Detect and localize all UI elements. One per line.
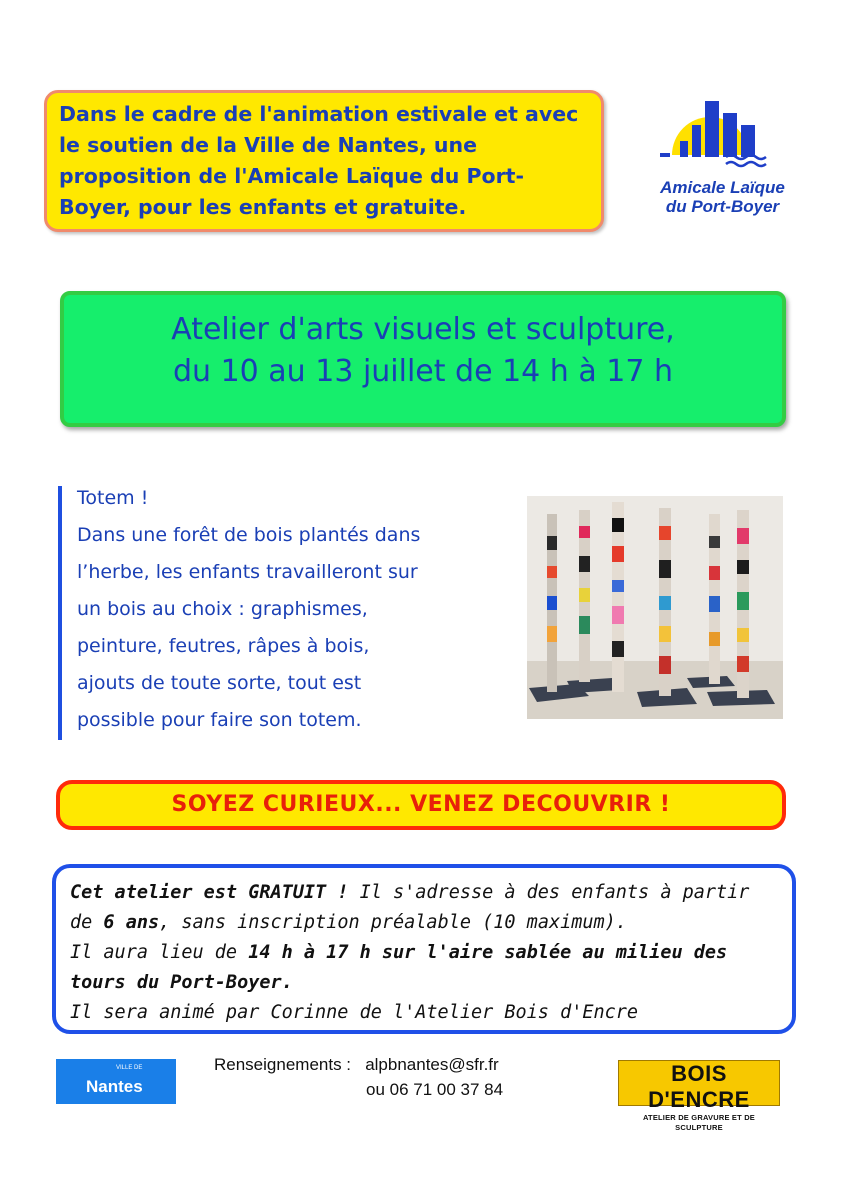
intro-gratuite: gratuite — [364, 195, 459, 219]
contact-line — [214, 1055, 499, 1075]
intro-line-1: Dans le cadre de l'animation estivale et avec — [59, 102, 579, 126]
logo-wave — [726, 162, 766, 166]
bois-d-encre-title: BOIS D'ENCRE — [648, 1061, 750, 1112]
logo-bar — [680, 141, 688, 157]
intro-line-4-pre: Boyer, pour les — [59, 195, 239, 219]
info-line-1 — [70, 878, 778, 908]
logo-bar — [723, 113, 737, 157]
contact-phone: ou 06 71 00 37 84 — [366, 1080, 504, 1099]
intro-line-2: le soutien de la Ville de Nantes, une — [59, 133, 477, 157]
totem-accent-bar — [58, 486, 62, 740]
totem-photo — [527, 496, 783, 719]
title-line-2: du 10 au 13 juillet de 14 h à 17 h — [173, 354, 673, 389]
logo-bar — [741, 125, 755, 157]
bois-d-encre-logo — [618, 1060, 780, 1132]
info-line-2-rest: , sans inscription préalable (10 maximum). — [159, 912, 627, 933]
intro-box — [44, 90, 604, 232]
info-line-2 — [70, 908, 778, 938]
title-line-1: Atelier d'arts visuels et sculpture, — [171, 312, 675, 347]
totem-line: un bois au choix : graphismes, — [77, 598, 368, 620]
totem-line: ajouts de toute sorte, tout est — [77, 672, 362, 694]
totem-description — [77, 480, 497, 739]
info-gratuit: Cet atelier est GRATUIT ! — [70, 882, 349, 903]
intro-line-4-end: . — [458, 195, 467, 219]
totem-line: possible pour faire son totem. — [77, 709, 362, 731]
nantes-logo-word: Nantes — [86, 1077, 143, 1096]
contact-label: Renseignements : — [214, 1055, 352, 1074]
totem-line: peinture, feutres, râpes à bois, — [77, 635, 370, 657]
info-line-3-pre: Il aura lieu de — [70, 942, 249, 963]
info-line-3 — [70, 938, 778, 968]
info-location: tours du Port-Boyer. — [70, 972, 293, 993]
totem-line: Dans une forêt de bois plantés dans — [77, 524, 421, 546]
nantes-logo-small: VILLE DE — [116, 1065, 143, 1071]
logo-text — [640, 178, 805, 216]
totem-line: Totem ! — [77, 487, 149, 509]
info-line-5: Il sera animé par Corinne de l'Atelier Bois d'Encre — [70, 1002, 639, 1023]
logo-bar — [705, 101, 719, 157]
info-line-2-pre: de — [70, 912, 104, 933]
title-box — [60, 291, 786, 427]
info-schedule: 14 h à 17 h sur l'aire sablée au milieu des — [248, 942, 728, 963]
contact-email[interactable]: alpbnantes@sfr.fr — [365, 1055, 499, 1074]
intro-line-3: proposition de l'Amicale Laïque du Port- — [59, 164, 524, 188]
intro-line-4 — [59, 192, 589, 223]
logo-bar — [660, 153, 670, 157]
info-line-4 — [70, 968, 778, 998]
intro-enfants: enfants — [238, 195, 327, 219]
bois-d-encre-subtitle: ATELIER DE GRAVURE ET DE SCULPTURE — [642, 1113, 756, 1132]
logo-line-2: du Port-Boyer — [665, 197, 780, 216]
totem-line: l’herbe, les enfants travailleront sur — [77, 561, 418, 583]
logo-line-1: Amicale Laïque — [660, 178, 785, 197]
logo-bar — [692, 125, 701, 157]
info-age: 6 ans — [103, 912, 160, 933]
info-line-1-rest: Il s'adresse à des enfants à partir — [348, 882, 750, 903]
slogan-banner: SOYEZ CURIEUX... VENEZ DECOUVRIR ! — [56, 780, 786, 830]
info-box — [52, 864, 796, 1034]
intro-line-4-mid: et — [326, 195, 365, 219]
